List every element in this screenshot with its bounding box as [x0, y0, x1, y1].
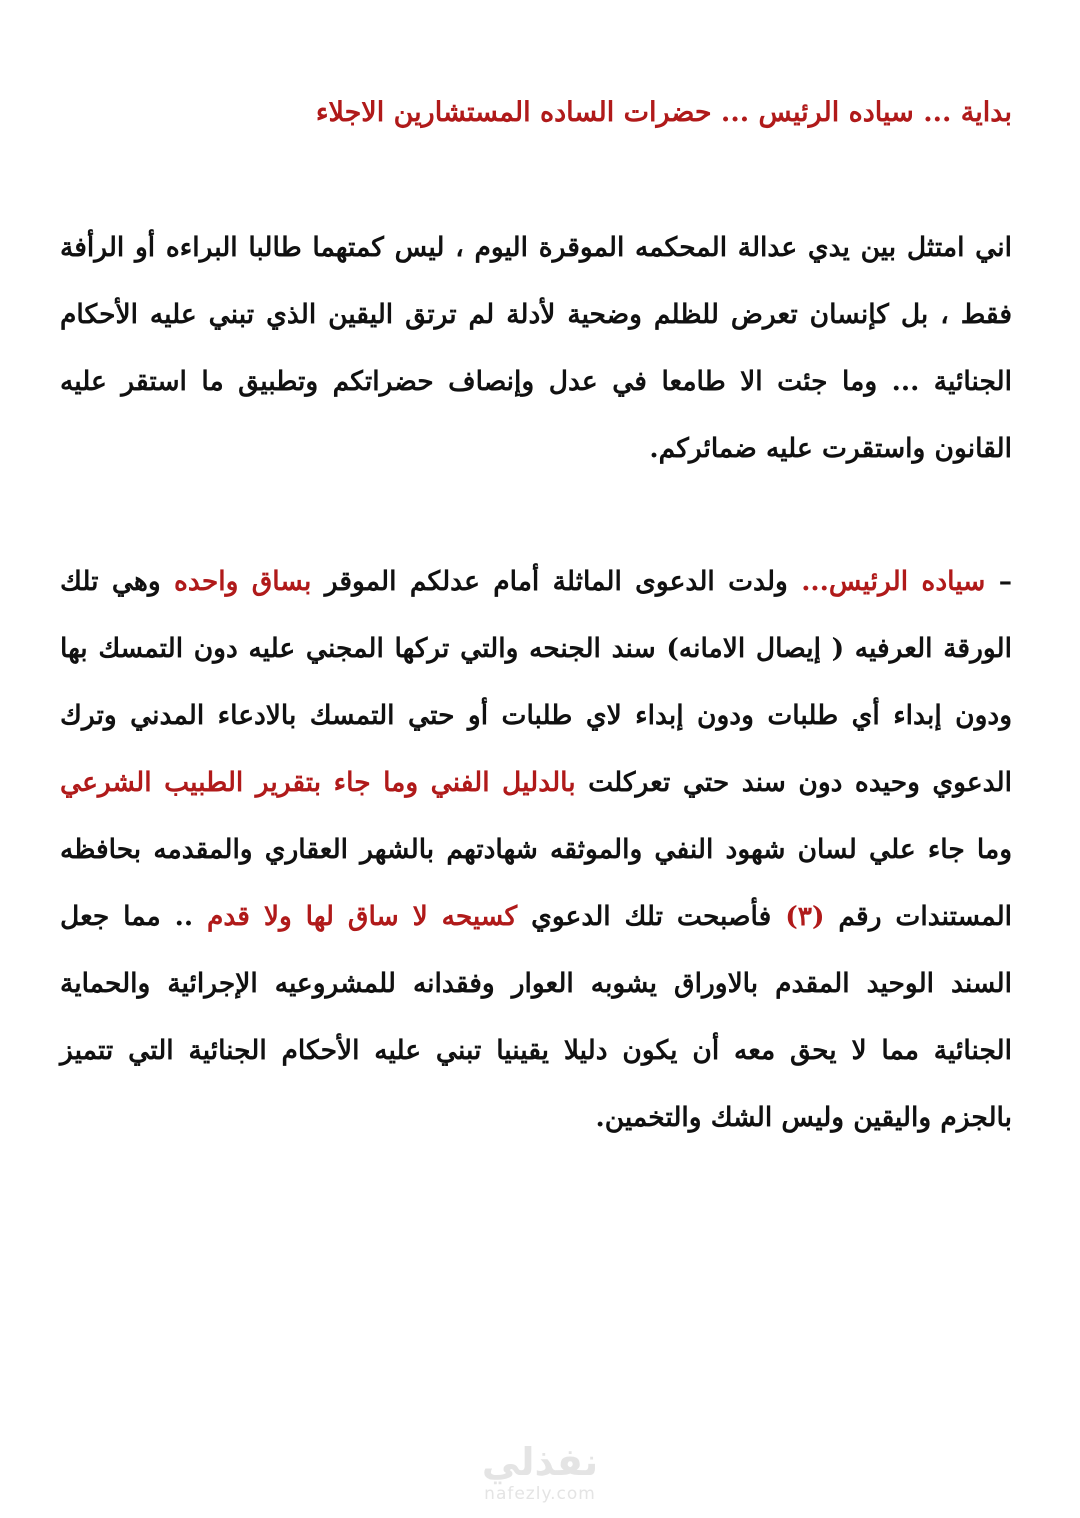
watermark — [0, 1440, 1080, 1504]
highlight-forensic-evidence: بالدليل الفني وما جاء بتقرير الطبيب الشرعي — [60, 767, 576, 798]
paragraph-text-segment: ولدت الدعوى الماثلة أمام عدلكم الموقر — [311, 566, 802, 597]
paragraph-case — [60, 548, 1012, 1151]
paragraph-text-segment: وهي تلك الورقة العرفيه ( إيصال الامانه) سند الجنحه والتي تركها المجني عليه دون التمسك بها ودون إبداء أي طلبات ودون إبداء لاي طلبات أو حتي التمسك بالادعاء المدني وترك الدعوي وحيده دون سند حتي تعركلت — [60, 566, 1012, 798]
watermark-logo: نفذلي — [481, 1440, 599, 1484]
document-heading: بداية ... سياده الرئيس ... حضرات الساده المستشارين الاجلاء — [315, 97, 1012, 128]
paragraph-intro: اني امتثل بين يدي عدالة المحكمه الموقرة اليوم ، ليس كمتهما طالبا البراءه أو الرأفة فقط ، بل كإنسان تعرض للظلم وضحية لأدلة لم ترتق اليقين الذي تبني عليه الأحكام الجنائية ... وما جئت الا طامعا في عدل وإنصاف حضراتكم وتطبيق ما استقر عليه القانون واستقرت عليه ضمائركم. — [60, 232, 1012, 464]
bullet-dash: – — [985, 566, 1012, 597]
watermark-url: nafezly.com — [484, 1484, 596, 1504]
highlight-crippled-case: كسيحه لا ساق لها ولا قدم — [206, 901, 518, 932]
paragraph-text-segment: .. مما جعل السند الوحيد المقدم بالاوراق يشوبه العوار وفقدانه للمشروعيه الإجرائية والحماية الجنائية مما لا يحق معه أن يكون دليلا يقينيا تبني عليه الأحكام الجنائية التي تتميز بالجزم واليقين وليس الشك والتخمين. — [60, 901, 1012, 1133]
highlight-document-number: (٣) — [785, 901, 825, 932]
paragraph-text-segment: وما جاء علي لسان شهود النفي والموثقه شهادتهم بالشهر العقاري والمقدمه بحافظه المستندات رقم — [60, 834, 1013, 932]
paragraph-text-segment: فأصبحت تلك الدعوي — [517, 901, 786, 932]
highlight-one-leg: بساق واحده — [174, 566, 312, 597]
highlight-address: سياده الرئيس... — [801, 566, 986, 597]
